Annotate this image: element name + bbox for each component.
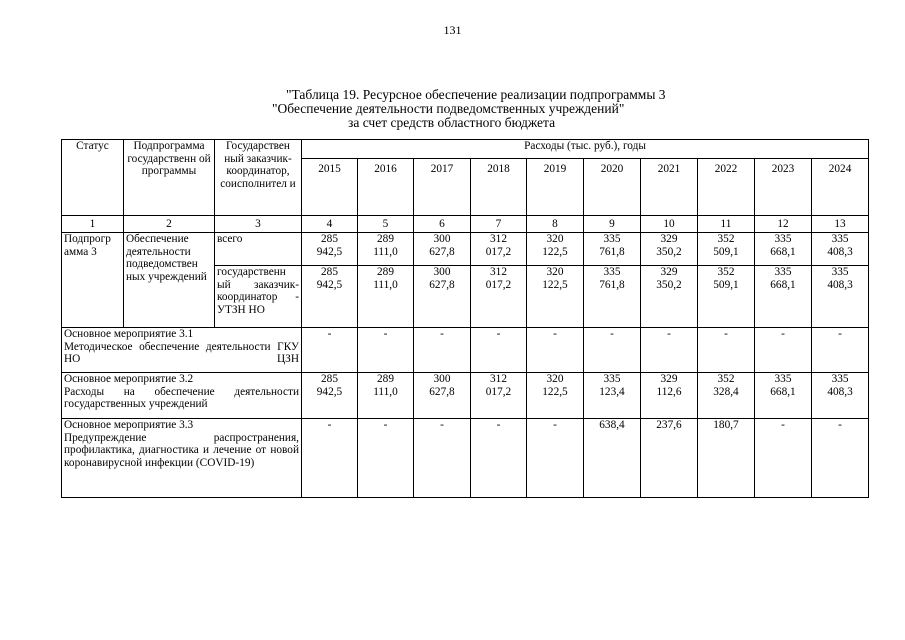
value-part: 320 [546,373,564,385]
column-number: 7 [471,216,527,233]
value-cell [358,328,414,373]
value-cell [302,266,358,328]
header-year: 2022 [698,159,755,216]
value-part: 627,8 [429,245,455,258]
value-cell [641,266,698,328]
measure-3-1 [62,328,302,373]
header-subprogram: Подпрограмма государственн ой программы [124,140,215,216]
column-number: 10 [641,216,698,233]
value-cell [812,233,869,266]
measure-3-2 [62,373,302,419]
value-cell [755,233,812,266]
value-part: 335 [774,266,792,278]
measure-title: Основное мероприятие 3.2 [64,373,194,385]
value-part: 017,2 [485,278,512,291]
caption-line-3: за счет средств областного бюджета [348,115,556,130]
value-part: 627,8 [429,278,455,291]
table-row [62,328,869,373]
value-part: - [440,328,444,340]
column-number: 8 [527,216,584,233]
value-part: - [383,419,388,431]
value-cell [641,373,698,419]
column-number: 2 [124,216,215,233]
value-part: 289 [377,266,394,278]
table-row [62,373,869,419]
value-part: 335 [831,373,849,385]
column-number: 13 [812,216,869,233]
value-part: 942,5 [316,278,343,291]
value-part: 350,2 [656,245,682,258]
column-number: 11 [698,216,755,233]
value-part: 335 [603,373,621,385]
header-customer: Государствен ный заказчик-координатор, соисполнител и [215,140,302,216]
value-part: - [553,419,557,431]
value-part: - [724,328,728,340]
value-part: 328,4 [713,385,739,398]
value-cell [302,419,358,498]
value-part: 123,4 [599,385,625,398]
value-cell [358,373,414,419]
value-cell [698,266,755,328]
header-year: 2015 [302,159,358,216]
customer-coordinator: государственн ый заказчик-координатор - УТЗН НО [215,266,302,328]
value-cell [471,373,527,419]
value-part: 335 [774,233,792,245]
column-number: 3 [215,216,302,233]
value-part: - [496,419,501,431]
value-cell [471,328,527,373]
value-cell [755,419,812,498]
value-part: 312 [490,233,507,245]
value-part: 329 [660,373,678,385]
value-cell [414,328,471,373]
value-cell [527,266,584,328]
value-cell [698,233,755,266]
value-part: 300 [433,233,451,245]
value-part: 285 [321,266,338,278]
header-year: 2021 [641,159,698,216]
value-cell [812,266,869,328]
value-cell [527,419,584,498]
value-cell [414,266,471,328]
value-cell [812,328,869,373]
value-part: 122,5 [542,278,568,291]
value-part: 352 [717,233,735,245]
value-cell [641,233,698,266]
header-year: 2018 [471,159,527,216]
value-part: 638,4 [599,419,625,431]
resource-table [61,139,869,498]
measure-title: Основное мероприятие 3.3 [64,419,194,431]
value-cell [584,328,641,373]
value-part: 335 [774,373,792,385]
subprogram-status: Подпрогр амма 3 [62,233,124,328]
measure-desc: Предупреждение распространения, профилактика, диагностика и лечение от новой коронавирусной инфекции (COVID-19) [64,431,299,469]
value-cell [641,328,698,373]
value-cell [414,233,471,266]
value-part: 942,5 [316,245,343,258]
value-cell [698,419,755,498]
caption-line-1: "Таблица 19. Ресурсное обеспечение реализации подпрограммы 3 [286,87,666,102]
value-part: - [838,419,842,431]
header-year: 2017 [414,159,471,216]
value-part: 329 [660,266,678,278]
value-part: 017,2 [485,245,512,258]
column-numbers-row [62,216,869,233]
measure-3-3 [62,419,302,498]
table-row [62,419,869,498]
value-cell [755,373,812,419]
value-cell [812,419,869,498]
value-part: 352 [717,373,735,385]
value-part: - [327,328,332,340]
value-part: 350,2 [656,278,682,291]
value-part: 300 [433,266,451,278]
value-cell [698,373,755,419]
value-part: 761,8 [599,278,625,291]
value-part: 180,7 [713,419,739,431]
value-part: 352 [717,266,735,278]
value-part: 237,6 [656,419,682,431]
value-part: - [838,328,842,340]
column-number: 4 [302,216,358,233]
header-year: 2016 [358,159,414,216]
header-year: 2019 [527,159,584,216]
value-cell [584,419,641,498]
value-part: - [496,328,501,340]
value-part: - [383,328,388,340]
value-part: 111,0 [373,278,398,291]
measure-title: Основное мероприятие 3.1 [64,328,194,340]
value-cell [755,328,812,373]
value-part: 335 [603,233,621,245]
value-part: 320 [546,266,564,278]
value-cell [812,373,869,419]
value-cell [471,233,527,266]
column-number: 9 [584,216,641,233]
column-number: 6 [414,216,471,233]
value-part: 668,1 [770,278,796,291]
value-part: 335 [831,266,849,278]
value-cell [584,373,641,419]
customer-total: всего [215,233,302,266]
value-cell [698,328,755,373]
value-part: 312 [490,266,507,278]
value-part: 312 [490,373,507,385]
value-part: - [781,419,785,431]
header-year: 2020 [584,159,641,216]
value-cell [414,373,471,419]
value-cell [358,266,414,328]
value-part: 668,1 [770,385,796,398]
header-expenses: Расходы (тыс. руб.), годы [302,140,869,159]
value-part: 285 [321,373,338,385]
value-part: 509,1 [713,245,739,258]
value-part: - [781,328,785,340]
header-status: Статус [62,140,124,216]
value-part: 668,1 [770,245,796,258]
table-caption [260,88,720,130]
value-part: 017,2 [485,385,512,398]
value-cell [755,266,812,328]
column-number: 12 [755,216,812,233]
value-part: 320 [546,233,564,245]
value-part: 761,8 [599,245,625,258]
value-part: 111,0 [373,385,398,398]
value-part: 111,0 [373,245,398,258]
page-number: 131 [443,23,462,37]
value-cell [641,419,698,498]
value-cell [414,419,471,498]
measure-desc: Методическое обеспечение деятельности ГКУ НО ЦЗН [64,340,299,365]
value-cell [302,373,358,419]
value-part: 289 [377,373,394,385]
subprogram-name: Обеспечение деятельности подведомствен ных учреждений [124,233,215,328]
caption-line-2: "Обеспечение деятельности подведомственных учреждений" [272,101,625,116]
value-cell [527,328,584,373]
value-part: 285 [321,233,338,245]
value-part: 942,5 [316,385,343,398]
column-number: 1 [62,216,124,233]
value-part: 408,3 [827,278,853,291]
value-cell [584,266,641,328]
value-part: - [440,419,444,431]
value-cell [584,233,641,266]
value-part: 329 [660,233,678,245]
value-cell [358,419,414,498]
value-cell [358,233,414,266]
value-cell [302,233,358,266]
header-year: 2023 [755,159,812,216]
value-part: 335 [603,266,621,278]
value-cell [471,266,527,328]
value-part: 122,5 [542,385,568,398]
measure-desc: Расходы на обеспечение деятельности государственных учреждений [64,385,299,410]
value-cell [471,419,527,498]
value-part: - [327,419,332,431]
value-part: 335 [831,233,849,245]
value-part: 289 [377,233,394,245]
value-part: 509,1 [713,278,739,291]
value-part: 122,5 [542,245,568,258]
value-part: 112,6 [656,385,682,398]
value-part: 408,3 [827,245,853,258]
value-part: - [667,328,671,340]
value-cell [527,373,584,419]
table-row [62,233,869,266]
column-number: 5 [358,216,414,233]
value-part: - [553,328,557,340]
value-part: 300 [433,373,451,385]
value-part: - [610,328,614,340]
value-part: 627,8 [429,385,455,398]
header-year: 2024 [812,159,869,216]
value-cell [527,233,584,266]
value-cell [302,328,358,373]
value-part: 408,3 [827,385,853,398]
